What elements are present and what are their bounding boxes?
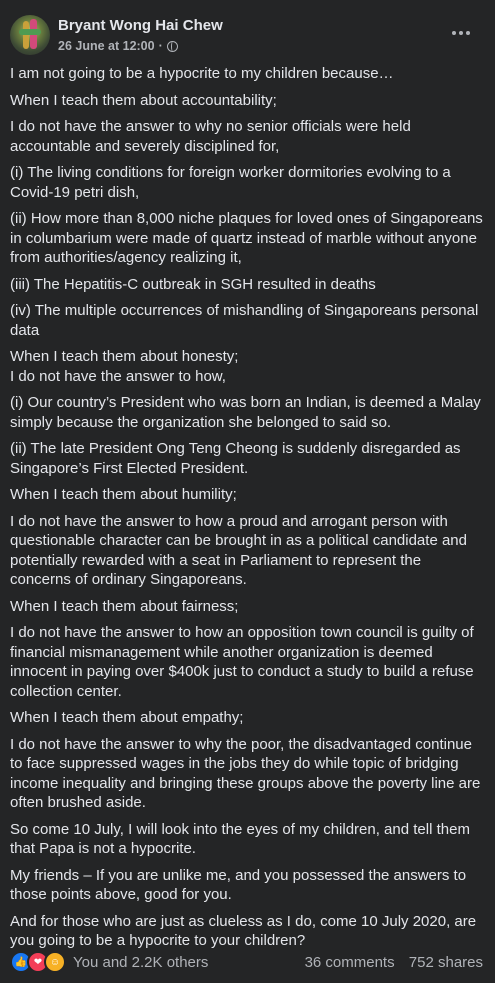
reactions-summary[interactable] [10,951,208,973]
more-dot-icon [452,31,456,35]
post-paragraph: I do not have the answer to why the poor, the disadvantaged continue to face suppressed wages in the jobs they do while topic of bridging income inequality and bringing these groups above the poverty line are often brushed aside. [10,735,481,811]
post-paragraph: My friends – If you are unlike me, and you possessed the answers to those points above, good for you. [10,866,467,903]
post-paragraph: (ii) How more than 8,000 niche plaques for loved ones of Singaporeans in columbarium were made of quartz instead of marble without anyone from authorities/agency realizing it, [10,210,483,266]
post-paragraph: (iii) The Hepatitis-C outbreak in SGH resulted in deaths [10,275,376,293]
avatar[interactable] [10,15,50,55]
avatar-figure [19,29,41,35]
post-paragraph: I am not going to be a hypocrite to my children because… [10,65,394,82]
post-date[interactable]: 26 June at 12:00 [58,39,155,53]
post-paragraph: (ii) The late President Ong Teng Cheong is suddenly disregarded as Singapore’s First Elected President. [10,440,461,477]
more-options-button[interactable] [447,21,475,45]
separator: · [158,39,163,53]
post-paragraph: I do not have the answer to how a proud and arrogant person with questionable character can be brought in as a political candidate and potentially rewarded with a seat in Parliament to represent the concerns of ordinary Singaporeans. [10,512,467,588]
post-paragraph: When I teach them about humility; [10,486,237,503]
comments-count[interactable]: 36 comments [304,953,395,971]
love-icon: ❤ [27,951,49,973]
care-icon: ☺ [44,951,66,973]
post-meta [58,39,178,53]
more-dot-icon [466,31,470,35]
engagement-counts [295,954,483,971]
avatar-figure [23,21,29,49]
post-paragraph: When I teach them about empathy; [10,709,244,726]
post-footer [10,950,483,974]
reaction-count[interactable]: You and 2.2K others [73,953,209,971]
post-paragraph: And for those who are just as clueless as I do, come 10 July 2020, are you going to be a hypocrite to your children? [10,912,477,949]
post-header [10,13,483,57]
post-paragraph: (iv) The multiple occurrences of mishandling of Singaporeans personal data [10,302,479,339]
post-paragraph: I do not have the answer to why no senior officials were held accountable and severely disciplined for, [10,118,411,155]
post-paragraph: When I teach them about accountability; [10,91,277,109]
author-name[interactable]: Bryant Wong Hai Chew [58,17,223,34]
more-dot-icon [459,31,463,35]
post-paragraph: When I teach them about honesty; I do not have the answer to how, [10,348,239,385]
like-icon: 👍 [10,951,32,973]
post-paragraph: When I teach them about fairness; [10,597,239,615]
post-paragraph: So come 10 July, I will look into the eyes of my children, and tell them that Papa is not a hypocrite. [10,820,470,857]
post-body [10,64,483,958]
post-paragraph: I do not have the answer to how an opposition town council is guilty of financial mismanagement while another organization is deemed innocent in paying over $400k just to conduct a study to build a refuse collection center. [10,624,474,700]
post-paragraph: (i) The living conditions for foreign worker dormitories evolving to a Covid-19 petri dish, [10,164,451,201]
shares-count[interactable]: 752 shares [408,953,483,971]
globe-icon[interactable] [167,41,178,52]
post-paragraph: (i) Our country’s President who was born an Indian, is deemed a Malay simply because the organization she belonged to said so. [10,394,481,431]
